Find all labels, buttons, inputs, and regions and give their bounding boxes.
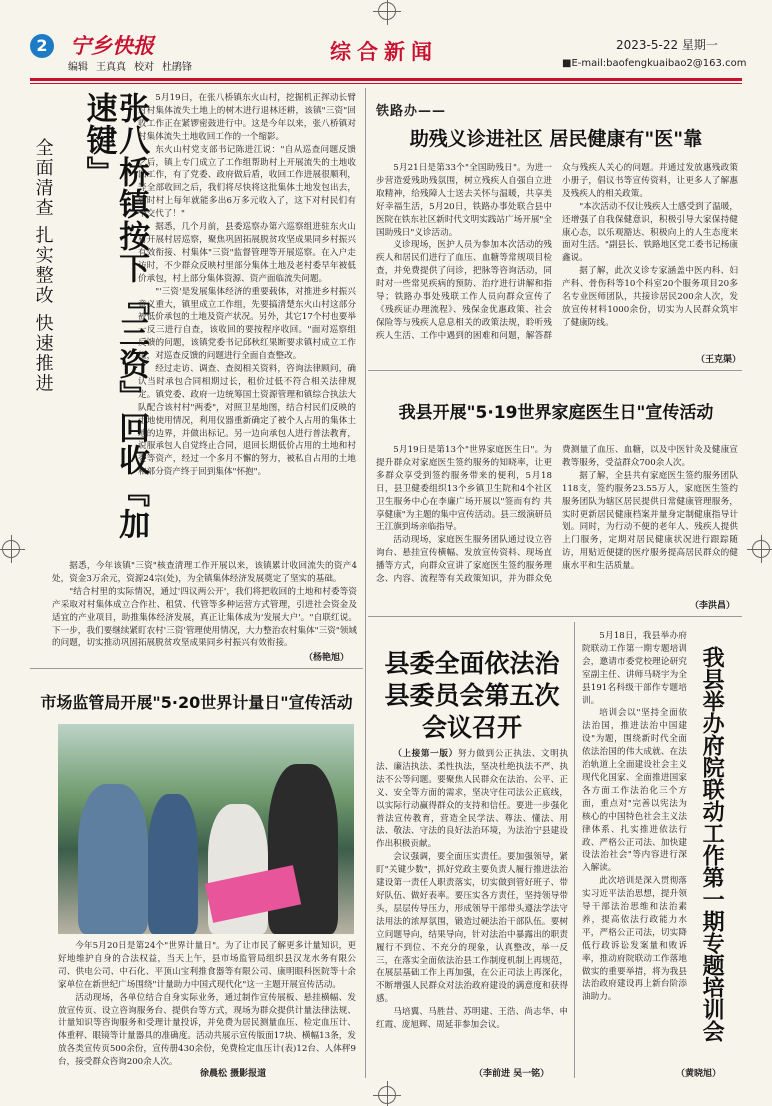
paragraph: "'三资'是发展集体经济的重要载体，对推进乡村振兴意义重大，镇里成立工作组，先要搞清楚东火山村这部分被低价承包的土地及资产状况。另外，其它17个村也要举一反三进行自查，该收回的要按程序收回。"面对巡察组反馈的问题，该镇党委书记邱秋红果断要求镇村成立工作组，对巡查反馈的问题进行全面自查整改。 <box>138 286 356 362</box>
paragraph: 活动现场，各单位结合自身实际业务，通过制作宣传展板、悬挂横幅、发放宣传页、设立咨询服务台、提供台等方式，现场为群众提供计量法律法规、计量知识等咨询服务和受理计量投诉，并免费为居民测量血压、检定血压计、体重秤、眼镜等计量器具的准确度。活动共展示宣传版面17块、横幅13条，发放各类宣传页500余份，宣传册430余份，免费检定血压计(表)12台、人体秤9台，接受群众咨询200余人次。 <box>58 992 356 1068</box>
paragraph: "本次活动不仅让残疾人士感受到了温暖，还增强了自我保健意识，积极引导大家保持健康心态，以乐观豁达、积极向上的人生态度来面对生活。"副县长、铁路地区党工委书记杨康鑫说。 <box>562 201 738 264</box>
paragraph: 5月18日，我县举办府院联动工作第一期专题培训会，邀请市委党校理论研究室副主任、讲师马晓宇为全县191名科级干部作专题培训。 <box>582 631 687 706</box>
article5-author: （李前进 吴一铭） <box>474 1069 550 1079</box>
article5-body <box>376 748 568 1066</box>
article1-title: 张八桥镇按下『三资』回收『加速键』 <box>80 92 150 540</box>
registration-mark-bottom <box>378 1086 396 1104</box>
paragraph: 据了解，此次义诊专家涵盖中医内科、妇产科、骨伤科等10个科室20个服务项目20多名专业医师团队，共接诊居民200余人次，发放宣传材料1000余份，切实为人民群众筑牢了健康防线。 <box>562 266 738 328</box>
article3-title: 我县开展"5·19世界家庭医生日"宣传活动 <box>398 403 714 423</box>
editor-credits <box>68 58 200 73</box>
photo-person <box>148 794 198 934</box>
registration-mark-right <box>752 540 770 558</box>
issue-date: 2023-5-22 星期一 <box>616 38 718 52</box>
section-divider <box>30 668 363 669</box>
editor-name: 王真真 <box>96 62 126 73</box>
contact-email[interactable]: ■E-mail:baofengkuaibao2@163.com <box>562 58 747 69</box>
article5-title: 县委全面依法治县委员会第五次会议召开 <box>384 649 560 742</box>
article3-body <box>376 444 738 600</box>
masthead-rule <box>30 78 742 81</box>
proofreader-label: 校对 <box>134 62 154 73</box>
paragraph: 5月19日是第13个"世界家庭医生日"。为提升群众对家庭医生签约服务的知晓率，让更多群众享受到签约服务带来的便利，5月18日，县卫健委组织13个乡镇卫生院和4个社区卫生服务中心在李廉广场开展以"签而有约 共享健康"为主题的集中宣传活动。县三级演研员王江旗到场亲临指导。 <box>376 445 552 533</box>
paper-name: 宁乡快报 <box>70 33 154 58</box>
paragraph: 据悉，今年该镇"三资"核查清理工作开展以来，该镇累计收回流失的资产4处，资金3万余元，资源24宗(处)，为全镇集体经济发展奠定了坚实的基础。 <box>52 561 357 584</box>
article4-photo <box>58 724 354 934</box>
column-divider <box>574 622 575 1078</box>
article1-body-right <box>138 92 356 560</box>
article4-title: 市场监管局开展"5·20世界计量日"宣传活动 <box>40 693 353 712</box>
article6-title: 我县举办府院联动工作第一期专题培训会 <box>699 646 725 1042</box>
proofreader-name: 杜鹃锋 <box>162 62 192 73</box>
paragraph: 会议强调，要全面压实责任。要加强领导，紧盯"关键少数"，抓好党政主要负责人履行推进法治建设第一责任人职责落实，切实做到管好班子、带好队伍、做好表率。要压实各方责任，坚持领导带头，层层传导压力，形成领导干部带头遵法学法守法用法的浓厚氛围，锻造过硬法治干部队伍。要树立问题导向，结果导向，针对法治中暴露出的职责履行不到位、不充分的现象，认真整改，举一反三，在落实全面依法治县工作制度机制上再规范，在展层基础工作上再加强，在公正司法上再深化，不断增强人民群众对法治政府建设的满意度和获得感。 <box>376 852 568 1005</box>
article2-title: 助残义诊进社区 居民健康有"医"靠 <box>409 128 703 150</box>
continued-from-label: （上接第一版） <box>393 749 458 759</box>
article2-body <box>376 162 738 350</box>
paragraph: 东火山村党支部书记陈进江说："自从巡查问题反馈之后，镇上专门成立了工作组帮助村上开展流失的土地收回工作，有了党委、政府做后盾，收回工作进展很顺利，等全部收回之后，我们将尽快将这批集体土地发包出去，到时村上每年就能多出6万多元收入了，这下对村民们有个交代了！" <box>138 144 356 220</box>
article4-body <box>58 940 356 1070</box>
masthead-rule-thin <box>30 83 742 84</box>
paragraph: 义诊现场，医护人员为参加本次活动的残疾人和居民们进行了血压、血糖等常规项目检查，并免费提供了问诊，把脉等咨询活动，同时对一些常见疾病的预防、治疗进行讲解和指导；铁路办事处残联工作人员向群众宣传了《残疾证办理流程》、残保金优惠政策、社会保险等与残疾人息息相关的政策法规，聆听残疾人生活、工作中遇到的困难和问题，解答群众与残疾人关心的问题。并通过发放惠残政策小册子，倡议书等宣传资料，让更多人了解惠及残疾人的相关政策。 <box>376 163 738 341</box>
paragraph: 马培翼、马胜昔、苏明建、王浩、尚志华、申红霞、庞旭辉、周延菲参加会议。 <box>376 1007 568 1031</box>
paragraph: 据悉，几个月前，县委巡察办第六巡察组进驻东火山村开展村居巡察，聚焦巩固拓展脱贫攻坚成果同乡村振兴有效衔接、村集体"三资"监督管理等开展巡察。在入户走访时，不少群众反映村里部分集体土地及老村委早年被低价承包，村上部分集体资源、资产面临流失问题。 <box>138 222 356 284</box>
article1-subtitle: 全面清查 扎实整改 快速推进 <box>32 138 54 394</box>
editor-label: 编辑 <box>68 62 88 73</box>
article6-body <box>582 630 687 1072</box>
section-title: 综合新闻 <box>330 40 438 64</box>
article3-author: （李洪昌） <box>690 601 736 611</box>
paragraph: 此次培训是深入贯彻落实习近平法治思想，提升领导干部法治思维和法治素养，提高依法行政能力水平，严格公正司法，切实降低行政诉讼发案量和败诉率，推动府院联动工作落地做实的重要举措，将为我县法治政府建设再上新台阶添油助力。 <box>582 876 687 1003</box>
paragraph: 据了解，全县共有家庭医生签约服务团队118支，签约服务23.55万人，家庭医生签约服务团队为辖区居民提供日常健康管理服务，实时更新居民健康档案并量身定制健康指导计划。同时，为行动不便的老年人、残疾人提供上门服务，定期对居民健康状况进行跟踪随访，用贴近便捷的医疗服务提高居民群众的健康水平和生活质量。 <box>562 470 738 572</box>
article1-author: （杨艳旭） <box>304 653 350 663</box>
section-divider <box>368 370 742 371</box>
paragraph: 经过走访、调查、查阅相关资料，咨询法律顾问，确认当时承包合同相期过长，租价过低不符合相关法律规定。镇党委、政府一边统筹国土资源管理和镇综合执法大队配合该村村"两委"，对照卫星地图，结合村民们反映的土地使用情况，利用仪器重新确定了被个人占用的集体土地的边界，并做出标记。另一边向承包人进行普法教育，说服承包人自觉终止合同，退回长期低价占用的土地和村委等资产，经过一个多月不懈的努力，被私自占用的土地和部分资产终于回到集体"怀抱"。 <box>138 364 356 478</box>
article2-kicker: 铁路办—— <box>376 104 447 119</box>
article2-author: （王克渠） <box>696 355 742 365</box>
paragraph: 努力做到公正执法、文明执法、廉洁执法、柔性执法，坚决杜绝执法不严、执法不公等问题。要聚焦人民群众在法治、公平、正义、安全等方面的需求，坚决守住司法公正底线，以实际行动赢得群众的支持和信任。要进一步强化普法宣传教育，营造全民学法、尊法、懂法、用法、敬法、守法的良好法治环境，为法治宁县建设作出积极贡献。 <box>376 749 568 850</box>
paragraph: 5月19日，在张八桥镇东火山村，挖掘机正挥动长臂对村集体流失土地上的树木进行退林还耕，该镇"三资"回收工作正在紧锣密鼓进行中。这是今年以来，张八桥镇对村集体流失土地收回工作的一个缩影。 <box>138 93 356 142</box>
photo-person <box>78 784 148 934</box>
registration-mark-top <box>378 2 396 20</box>
section-divider <box>368 616 742 617</box>
article4-author: 徐晨松 摄影报道 <box>200 1069 267 1079</box>
page-number: 2 <box>30 34 54 58</box>
paragraph: 5月21日是第33个"全国助残日"。为进一步营造爱残助残氛围，树立残疾人自强自立进取精神，给残障人士送去关怀与温暖，共享美好幸福生活，5月20日，铁路办事处联合县中医院在铁东社区新时代文明实践站广场开展"全国助残日"义诊活动。 <box>376 163 552 238</box>
registration-mark-left <box>2 540 20 558</box>
masthead <box>30 30 747 75</box>
column-divider <box>365 88 366 1078</box>
paragraph: 今年5月20日是第24个"世界计量日"。为了让市民了解更多计量知识，更好地维护自身的合法权益，当天上午，县市场监管局组织县汉龙水务有限公司、供电公司、中石化、平顶山宝利推食器等有限公司、康明眼科医院等十余家单位在新世纪广场围绕"计量助力中国式现代化"这一主题开展宣传活动。 <box>58 941 356 990</box>
paragraph: 活动现场，家庭医生服务团队通过设立咨询台、悬挂宣传横幅、发放宣传资料、现场直播等方式，向群众宣讲了家庭医生签约服务理念、内容、流程等有关政策知识，并为群众免费测量了血压、血糖，以及中医针灸及健康宣教等服务，受益群众700余人次。 <box>376 445 738 585</box>
article6-author: （黄晓旭） <box>676 1069 722 1079</box>
paragraph: "结合村里的实际情况，通过'四议两公开'，我们将把收回的土地和村委等资产采取对村集体成立合作社、租赁、代管等多种运营方式管理，引进社会资金及适宜的产业项目，助推集体经济发展，真正让集体成为'发展大户'。"自联红说。下一步，我们要继续紧盯农村'三资'管理使用情况，大力整治农村集体"三资"领域的问题，切实推动巩固拓展脱贫攻坚成果同乡村振兴有效衔接。 <box>52 586 357 649</box>
paragraph: 培训会以"坚持全面依法治国，推进法治中国建设"为题，围绕新时代全面依法治国的伟大成就、在法治轨道上全面建设社会主义现代化国家、全面推进国家各方面工作法治化三个方面，重点对"完善以宪法为核心的中国特色社会主义法律体系、扎实推进依法行政、严格公正司法、加快建设法治社会"等内容进行深入解读。 <box>582 708 687 874</box>
article1-body-bottom <box>52 560 357 655</box>
